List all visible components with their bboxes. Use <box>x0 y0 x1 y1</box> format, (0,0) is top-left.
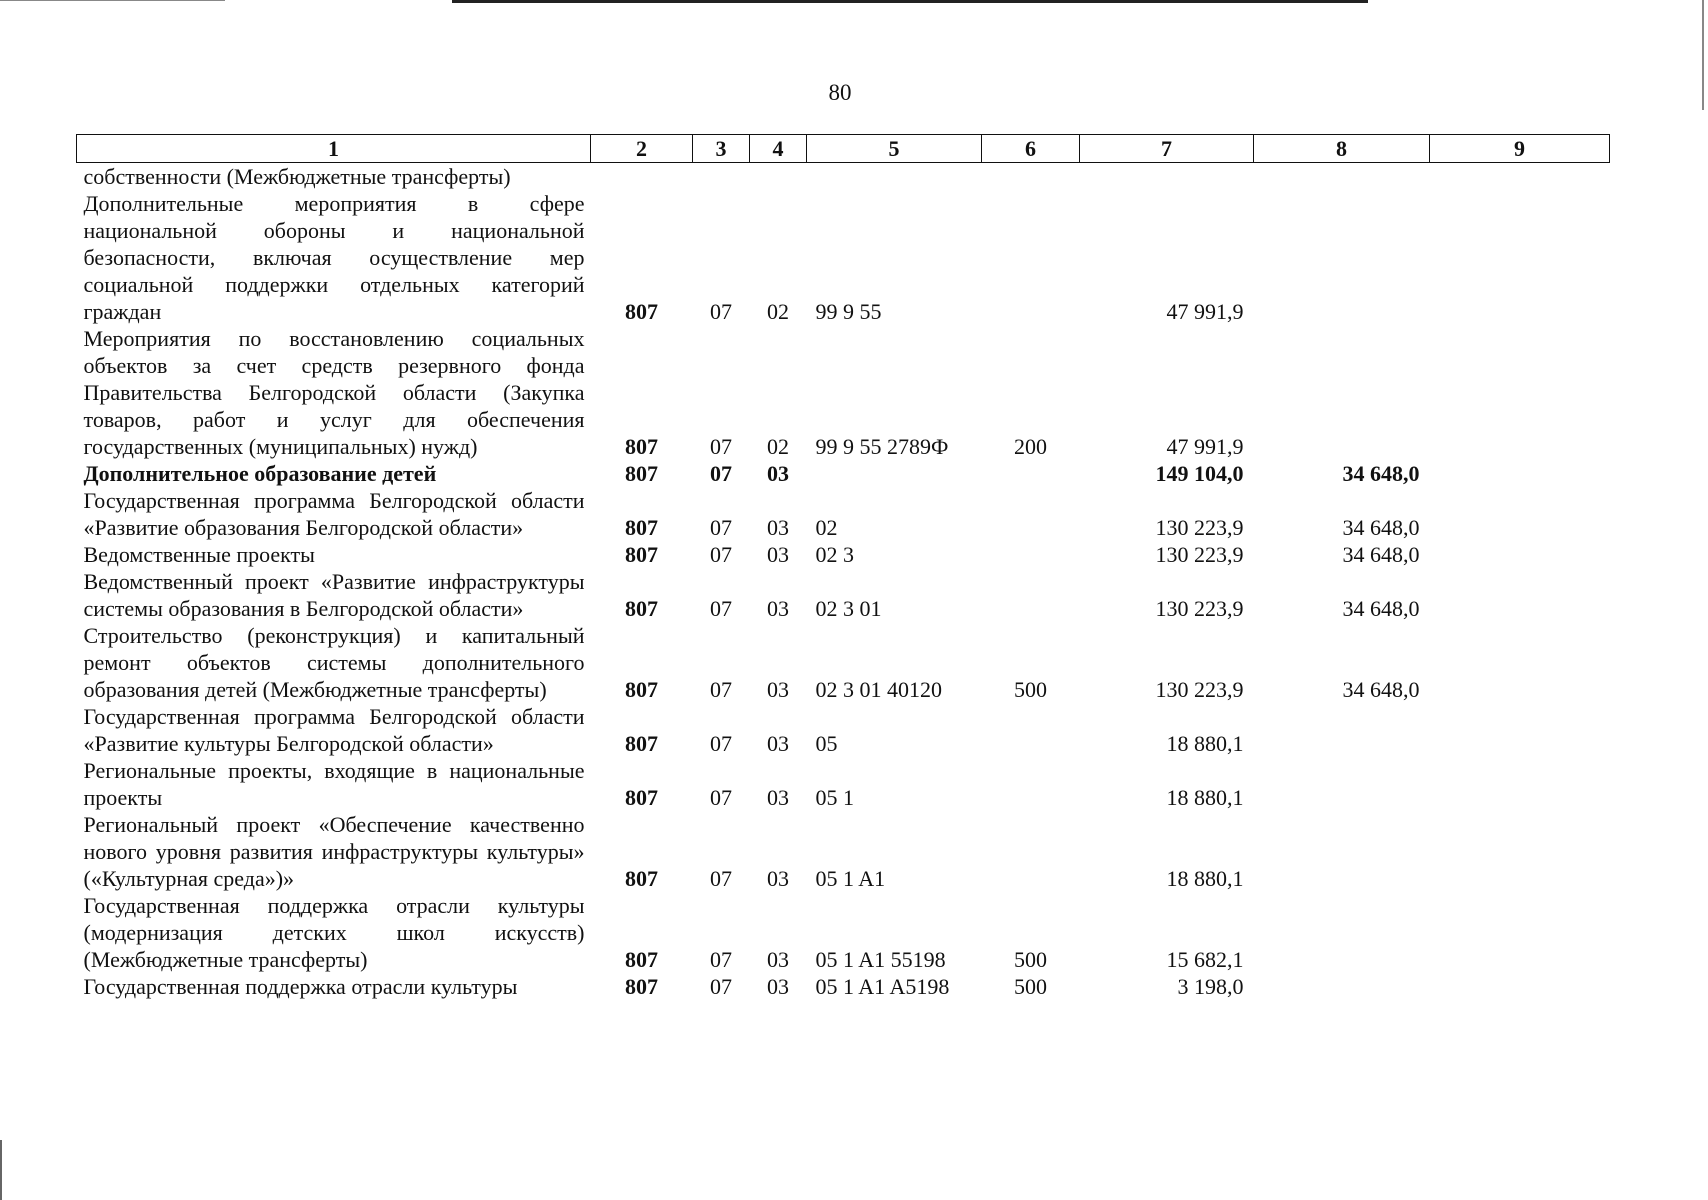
row-ministry-code: 807 <box>625 947 658 972</box>
row-amount-other <box>1430 541 1610 568</box>
header-col-6: 6 <box>982 135 1080 163</box>
row-section: 07 <box>710 974 732 999</box>
row-section: 07 <box>710 677 732 702</box>
header-col-2: 2 <box>591 135 693 163</box>
header-col-9: 9 <box>1430 135 1610 163</box>
row-amount-federal: 34 648,0 <box>1342 515 1420 540</box>
table-header-row <box>77 135 1610 163</box>
row-amount: 149 104,0 <box>1155 461 1244 486</box>
row-ministry-code: 807 <box>625 542 658 567</box>
row-amount-other <box>1430 325 1610 460</box>
row-name: Государственная поддержка отрасли культуры (модернизация детских школ искусств) (Межбюджетные трансферты) <box>83 893 585 972</box>
row-target-code: 02 3 01 40120 <box>815 677 942 702</box>
row-name: Государственная поддержка отрасли культуры <box>83 974 518 999</box>
row-expense-type: 500 <box>1014 947 1047 972</box>
header-col-4: 4 <box>750 135 807 163</box>
row-target-code <box>807 460 982 487</box>
row-amount-federal <box>1254 973 1430 1000</box>
row-ministry-code: 807 <box>625 731 658 756</box>
row-amount-federal <box>1254 163 1430 191</box>
row-amount-other <box>1430 757 1610 811</box>
table-row <box>77 892 1610 973</box>
row-ministry-code: 807 <box>625 515 658 540</box>
row-expense-type <box>982 811 1080 892</box>
row-amount: 130 223,9 <box>1155 542 1244 567</box>
row-target-code: 02 <box>815 515 838 540</box>
row-section: 07 <box>710 947 732 972</box>
row-amount <box>1080 163 1254 191</box>
row-amount-other <box>1430 163 1610 191</box>
row-amount-federal <box>1254 892 1430 973</box>
row-amount-other <box>1430 892 1610 973</box>
table-row <box>77 568 1610 622</box>
row-expense-type <box>982 190 1080 325</box>
row-section: 07 <box>710 596 732 621</box>
row-subsection: 03 <box>767 677 789 702</box>
table-row <box>77 163 1610 191</box>
row-ministry-code <box>591 163 693 191</box>
row-amount-other <box>1430 568 1610 622</box>
table-row <box>77 757 1610 811</box>
budget-table <box>76 134 1610 1000</box>
row-name: Региональный проект «Обеспечение качественно нового уровня развития инфраструктуры культуры» («Культурная среда»)» <box>83 812 585 891</box>
row-ministry-code: 807 <box>625 461 658 486</box>
scan-top-line <box>452 0 1368 3</box>
row-expense-type: 200 <box>1014 434 1047 459</box>
row-subsection: 03 <box>767 785 789 810</box>
row-amount-federal <box>1254 190 1430 325</box>
row-target-code: 05 1 <box>815 785 854 810</box>
scan-left-edge <box>0 1140 2 1200</box>
row-expense-type <box>982 487 1080 541</box>
table-row <box>77 622 1610 703</box>
row-expense-type: 500 <box>1014 677 1047 702</box>
row-name: Ведомственные проекты <box>83 542 315 567</box>
row-amount-other <box>1430 487 1610 541</box>
page-number: 80 <box>828 80 852 105</box>
row-target-code: 05 <box>815 731 838 756</box>
row-target-code: 05 1 A1 A5198 <box>815 974 950 999</box>
row-amount: 130 223,9 <box>1155 677 1244 702</box>
row-amount: 47 991,9 <box>1166 299 1244 324</box>
row-target-code <box>807 163 982 191</box>
header-col-8: 8 <box>1254 135 1430 163</box>
row-section: 07 <box>710 299 732 324</box>
row-name: собственности (Межбюджетные трансферты) <box>83 164 511 189</box>
header-col-7: 7 <box>1080 135 1254 163</box>
row-amount-other <box>1430 811 1610 892</box>
row-target-code: 02 3 01 <box>815 596 882 621</box>
row-amount-federal: 34 648,0 <box>1342 461 1420 486</box>
row-amount: 130 223,9 <box>1155 596 1244 621</box>
row-amount: 18 880,1 <box>1166 785 1244 810</box>
row-subsection: 03 <box>767 866 789 891</box>
row-subsection: 02 <box>767 299 789 324</box>
row-amount-other <box>1430 460 1610 487</box>
header-col-5: 5 <box>807 135 982 163</box>
row-ministry-code: 807 <box>625 677 658 702</box>
row-amount-federal <box>1254 757 1430 811</box>
row-amount: 18 880,1 <box>1166 731 1244 756</box>
row-ministry-code: 807 <box>625 434 658 459</box>
table-row <box>77 325 1610 460</box>
row-subsection: 03 <box>767 731 789 756</box>
row-target-code: 99 9 55 <box>815 299 882 324</box>
row-amount-federal: 34 648,0 <box>1342 596 1420 621</box>
row-amount-other <box>1430 703 1610 757</box>
row-amount: 15 682,1 <box>1166 947 1244 972</box>
row-ministry-code: 807 <box>625 596 658 621</box>
row-expense-type <box>982 541 1080 568</box>
table-row <box>77 973 1610 1000</box>
row-amount-federal: 34 648,0 <box>1342 677 1420 702</box>
row-amount: 18 880,1 <box>1166 866 1244 891</box>
row-section <box>693 163 750 191</box>
row-name: Дополнительные мероприятия в сфере национальной обороны и национальной безопасности, включая осуществление мер социальной поддержки отдельных категорий граждан <box>83 191 585 324</box>
row-subsection: 03 <box>767 947 789 972</box>
row-name: Дополнительное образование детей <box>83 461 437 486</box>
table-row <box>77 487 1610 541</box>
row-amount: 3 198,0 <box>1177 974 1244 999</box>
header-col-1: 1 <box>77 135 591 163</box>
row-ministry-code: 807 <box>625 974 658 999</box>
row-name: Строительство (реконструкция) и капитальный ремонт объектов системы дополнительного образования детей (Межбюджетные трансферты) <box>83 623 585 702</box>
row-name: Государственная программа Белгородской области «Развитие образования Белгородской области» <box>83 488 585 540</box>
row-section: 07 <box>710 731 732 756</box>
row-subsection: 03 <box>767 596 789 621</box>
row-expense-type <box>982 568 1080 622</box>
scan-top-line-left <box>0 0 225 1</box>
row-section: 07 <box>710 461 732 486</box>
row-target-code: 05 1 A1 55198 <box>815 947 946 972</box>
row-subsection: 03 <box>767 515 789 540</box>
row-amount-other <box>1430 622 1610 703</box>
row-name: Мероприятия по восстановлению социальных объектов за счет средств резервного фонда Правительства Белгородской области (Закупка товаров, работ и услуг для обеспечения государственных (муниципальных) нужд) <box>83 326 585 459</box>
row-expense-type: 500 <box>1014 974 1047 999</box>
table-row-section-total <box>77 460 1610 487</box>
row-amount: 47 991,9 <box>1166 434 1244 459</box>
row-expense-type <box>982 163 1080 191</box>
row-subsection: 03 <box>767 461 789 486</box>
header-col-3: 3 <box>693 135 750 163</box>
row-subsection: 02 <box>767 434 789 459</box>
row-name: Региональные проекты, входящие в национальные проекты <box>83 758 585 810</box>
row-subsection: 03 <box>767 974 789 999</box>
table-row <box>77 811 1610 892</box>
row-amount-federal <box>1254 703 1430 757</box>
row-section: 07 <box>710 785 732 810</box>
row-expense-type <box>982 460 1080 487</box>
row-section: 07 <box>710 515 732 540</box>
row-ministry-code: 807 <box>625 866 658 891</box>
row-subsection: 03 <box>767 542 789 567</box>
row-ministry-code: 807 <box>625 299 658 324</box>
row-target-code: 05 1 A1 <box>815 866 886 891</box>
row-amount-federal <box>1254 811 1430 892</box>
row-amount-federal <box>1254 325 1430 460</box>
table-row <box>77 190 1610 325</box>
row-expense-type <box>982 703 1080 757</box>
row-amount: 130 223,9 <box>1155 515 1244 540</box>
row-amount-other <box>1430 973 1610 1000</box>
row-target-code: 02 3 <box>815 542 854 567</box>
row-amount-federal: 34 648,0 <box>1342 542 1420 567</box>
row-target-code: 99 9 55 2789Ф <box>815 434 949 459</box>
row-subsection <box>750 163 807 191</box>
table-row <box>77 541 1610 568</box>
table-row <box>77 703 1610 757</box>
row-section: 07 <box>710 542 732 567</box>
row-ministry-code: 807 <box>625 785 658 810</box>
row-name: Государственная программа Белгородской области «Развитие культуры Белгородской области» <box>83 704 585 756</box>
row-amount-other <box>1430 190 1610 325</box>
row-section: 07 <box>710 434 732 459</box>
row-name: Ведомственный проект «Развитие инфраструктуры системы образования в Белгородской области» <box>83 569 585 621</box>
row-section: 07 <box>710 866 732 891</box>
scan-right-edge <box>1702 0 1704 110</box>
row-expense-type <box>982 757 1080 811</box>
